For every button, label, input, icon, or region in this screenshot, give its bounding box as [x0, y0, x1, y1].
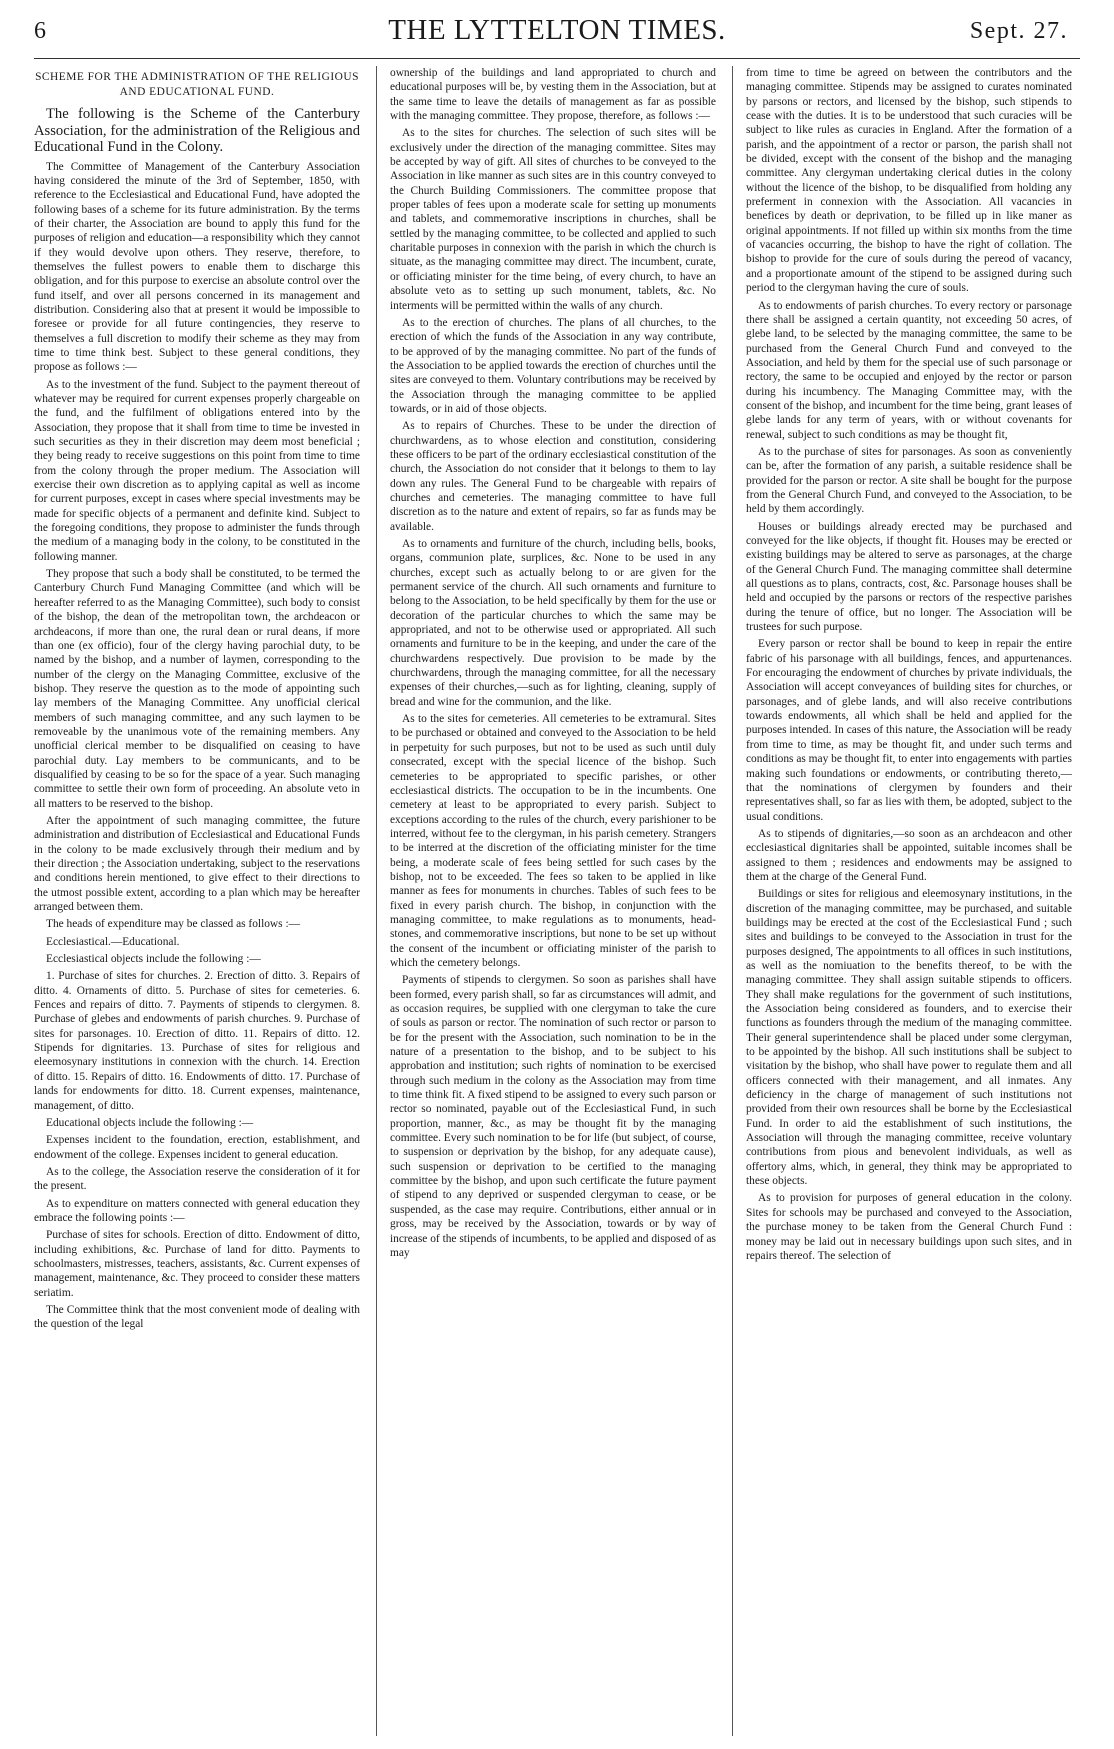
column-1 — [34, 66, 360, 1742]
page-number: 6 — [34, 18, 46, 44]
column-divider — [376, 66, 377, 1736]
paragraph: As to the sites for churches. The selection of such sites will be exclusively under the direction of the managing committee. Sites may be accepted by way of gift. All sites of churches to be conveyed to the Association in like manner as such sites are in this country conveyed to the Church Building Commissioners. The committee propose that proper tables of fees upon a moderate scale for setting up monuments and tablets, and commemorative inscriptions in churches, shall be settled by the managing committee, to be collected and applied to such charitable purposes in connexion with the parish in which the church is situate, as the managing committee may direct. The incumbent, curate, or officiating minister for the time being, of every church, to have an absolute veto as to setting up such monument, tablets, &c. No interments will be permitted within the walls of any church. — [390, 127, 716, 312]
paragraph: As to stipends of dignitaries,—so soon as an archdeacon and other ecclesiastical dignitaries shall be appointed, suitable incomes shall be assigned to them ; residences and endowments may be assigned to them at the charge of the General Fund. — [746, 827, 1072, 883]
header-rule — [34, 58, 1080, 59]
paragraph: ownership of the buildings and land appropriated to church and educational purposes will be, by vesting them in the Association, but at the same time to leave the details of management as far as possible with the managing committee. They propose, therefore, as follows :— — [390, 67, 716, 123]
paragraph: As to provision for purposes of general education in the colony. Sites for schools may be purchased and conveyed to the Association, the purchase money to be taken from the General Church Fund : money may be laid out in necessary buildings upon such sites, and in repairs thereof. The selection of — [746, 1192, 1072, 1262]
paragraph: As to repairs of Churches. These to be under the direction of churchwardens, as to whose election and constitution, considering these officers to be part of the ordinary ecclesiastical constitution of the church, the Association do not consider that it belongs to them to lay down any rules. The General Fund to be chargeable with repairs of churches and cemeteries. The managing committee to have full discretion as to the nature and extent of repairs, so far as funds may be available. — [390, 420, 716, 533]
column-2 — [390, 66, 716, 1742]
issue-date: Sept. 27. — [969, 18, 1068, 44]
paragraph: As to the erection of churches. The plans of all churches, to the erection of which the funds of the Association in any way contribute, to be approved of by the managing committee. No part of the funds of the Association to be applied towards the erection of churches until the sites are conveyed to them. Voluntary contributions may be received by the Association through the managing committee to be applied towards, or in aid of those objects. — [390, 316, 716, 415]
paragraph: Ecclesiastical objects include the following :— — [46, 953, 261, 966]
paragraph: Educational objects include the following :— — [46, 1116, 254, 1129]
paragraph: Buildings or sites for religious and eleemosynary institutions, in the discretion of the managing committee, may be purchased, and suitable buildings may be erected at the cost of the Ecclesiastical Fund ; such sites and buildings to be conveyed to the Association in trust for the purposes designed, The appointments to all offices in such institutions, as well as the nomiuation to the benefits thereof, to be with the managing committee. They shall assign suitable stipends to officers. They shall make regulations for the government of such institutions, the Association being considered as founders, and to exercise their functions as founders through the medium of the managing committee. Their general superintendence shall be placed under some clergyman, to be appointed by the bishop. All such institutions shall be subject to visitation by the bishop, who shall have power to regulate them and all officers connected with their management, and all inmates. Any deficiency in the charge of management of such institutions not provided from their own resources shall be borne by the Ecclesiastical Fund. In order to aid the establishment of such institutions, the Association will through the managing committee, receive voluntary contributions from pious and benevolent individuals, as well as offertory alms, which, in general, they think may be appropriated to these objects. — [746, 888, 1072, 1188]
paragraph: Houses or buildings already erected may be purchased and conveyed for the like objects, if thought fit. Houses may be erected or existing buildings may be altered to serve as parsonages, at the charge of the General Church Fund. The managing committee shall determine all questions as to plans, contracts, cost, &c. Parsonage houses shall be held and occupied by the parsons or rectors of the respective parishes during the tenure of office, but no longer. The Association will be trustees for such purpose. — [746, 520, 1072, 634]
paragraph: from time to time be agreed on between the contributors and the managing committee. Stipends may be assigned to curates nominated by parsons or rectors, and licensed by the bishop, such stipends to cease with the duties. It is to be understood that such curacies will be subject to like rules as curacies in England. After the formation of a parish, and the appointment of a rector or parson, the parish shall not be divided, except with the consent of the bishop and the managing committee. Any clergyman undertaking clerical duties in the colony without the licence of the bishop, to be disqualified from holding any preferment in connexion with the Association. All vacancies in benefices by death or deprivation, to be filled up in like maner as original appointments. If not filled up within six months from the time of vacancies occurring, the bishop to have the right of collation. The bishop to provide for the cure of souls during the pereod of vacancy, and a proportionate amount of the stipend to be assigned during such period to the clergyman having the cure of souls. — [746, 67, 1072, 295]
paragraph: Ecclesiastical.—Educational. — [46, 935, 180, 948]
column-divider — [732, 66, 733, 1736]
paragraph: As to endowments of parish churches. To every rectory or parsonage there shall be assigned a certain quantity, not exceeding 50 acres, of glebe land, to be selected by the managing committee, the same to be purchased from the General Church Fund and conveyed to the Association, and held by them for the special use of such parsonage or rectory, the same to be occupied and enjoyed by the rector or parson during his incumbency. The Managing Committee may, with the consent of the bishop, and incumbent for the time being, grant leases of glebe lands for any term of years, with or without covenants for renewal, subject to such conditions as may be thought fit, — [746, 299, 1072, 441]
page-header — [34, 14, 1080, 50]
article-title: SCHEME FOR THE ADMINISTRATION OF THE RELIGIOUS AND EDUCATIONAL FUND. — [35, 71, 359, 98]
paragraph: The Committee of Management of the Canterbury Association having considered the minute of the 3rd of September, 1850, with reference to the Ecclesiastical and Educational Fund, have adopted the following bases of a scheme for its future administration. By the terms of their charter, the Association are bound to apply this fund for the purposes of religion and education—a responsibility which they cannot if they would devolve upon others. They reserve, therefore, to themselves the fullest powers to enable them to discharge this obligation, and for this purpose to exercise an absolute control over the fund itself, and over all persons concerned in its management and distribution. Considering also that at present it would be impossible to foresee or provide for all future contingencies, they reserve to themselves a full discretion to modify their scheme as they may from time to time think best. Subject to these general conditions, they propose as follows :— — [34, 160, 360, 374]
paragraph: The Committee think that the most convenient mode of dealing with the question of the legal — [34, 1303, 360, 1331]
paragraph: 1. Purchase of sites for churches. 2. Erection of ditto. 3. Repairs of ditto. 4. Ornaments of ditto. 5. Purchase of sites for cemeteries. 6. Fences and repairs of ditto. 7. Payments of stipends to clergymen. 8. Purchase of glebes and endowments of parish churches. 9. Purchase of sites for parsonages. 10. Erection of ditto. 11. Repairs of ditto. 12. Stipends for dignitaries. 13. Purchase of sites for religious and eleemosynary institutions in connexion with the church. 14. Erection of ditto. 15. Repairs of ditto. 16. Endowments of ditto. 17. Purchase of lands for endowments for ditto. 18. Current expenses, maintenance, management, of ditto. — [34, 970, 360, 1112]
paragraph: As to ornaments and furniture of the church, including bells, books, organs, communion plate, surplices, &c. None to be used in any churches, except such as actually belong to or are given for the permanent service of the church. All such ornaments and furniture to belong to the Association, to be held specifically by them for the use or decoration of the particular churches to which the same may be appropriated, and not to be otherwise used or appropriated. All such ornaments and furniture to be in the keeping, and under the care of the churchwardens respectively. Due provision to be made by the churchwardens, through the managing committee, for all the necessary expenses of their churches,—such as for lighting, cleaning, supply of bread and wine for the communion, and the like. — [390, 538, 716, 708]
paragraph: As to the purchase of sites for parsonages. As soon as conveniently can be, after the formation of any parish, a suitable residence shall be provided for the parson or rector. A site shall be bought for the purpose from the General Church Fund, and conveyed to the Association, to be held by them accordingly. — [746, 445, 1072, 516]
paragraph: They propose that such a body shall be constituted, to be termed the Canterbury Church Fund Managing Committee (and which will be hereafter referred to as the Managing Committee), such body to consist of the bishop, the dean of the metropolitan town, the archdeacon or archdeacons, if more than one, the rural dean or rural deans, if more than one (ex officio), four of the clergy having parochial duty, to be named by the bishop, and a number of laymen, corresponding to the number of the clergy on the Managing Committee, exclusive of the bishop. They reserve the question as to the mode of appointing such lay members of the Managing Committee. Any unofficial clerical members of such managing committee, and any such laymen to be removeable by the unanimous vote of the remaining members. Any unofficial clerical member to be disqualified on ceasing to have parochial duty. Lay members to be communicants, and to be disqualified by ceasing to be so for the space of a year. Such managing committee to settle their own form of proceeding. An absolute veto in all matters to be reserved to the bishop. — [34, 568, 360, 810]
paragraph: As to expenditure on matters connected with general education they embrace the following points :— — [34, 1197, 360, 1224]
paragraph: As to the college, the Association reserve the consideration of it for the present. — [34, 1165, 360, 1193]
paragraph: After the appointment of such managing committee, the future administration and distribution of Ecclesiastical and Educational Funds in the colony to be made exclusively through their medium and by their direction ; the Association undertaking, subject to the reservations and conditions herein mentioned, to give effect to their directions to the utmost possible extent, according to a plan which may be hereafter arranged between them. — [34, 814, 360, 914]
paragraph: As to the sites for cemeteries. All cemeteries to be extramural. Sites to be purchased or obtained and conveyed to the Association to be held in perpetuity for such purposes, but not to be used as such until duly consecrated, except with the special licence of the bishop. Such cemeteries to be appropriated to specific parishes, or other ecclesiastical districts. The occupation to be in the incumbents. One cemetery at least to be appropriated to every parish. Subject to exceptions according to the rules of the church, every parishioner to be interred, without fee to the clergyman, in his parish cemetery. Strangers to be interred at the discretion of the officiating minister for the time being, a moderate scale of fees being settled for such cases by the bishop, not to be exceeded. The fees so taken to be applied in like manner as fees for monuments in churches. Tables of such fees to be fixed in every parish church. The bishop, in conjunction with the managing committee, to make regulations as to monuments, head-stones, and commemorative inscriptions, but none to be set up without the consent of the incumbent or officiating minister of the parish to which the cemetery belongs. — [390, 713, 716, 969]
paragraph: Purchase of sites for schools. Erection of ditto. Endowment of ditto, including exhibitions, &c. Purchase of land for ditto. Payments to schoolmasters, mistresses, teachers, assistants, &c. Current expenses of management, maintenance, &c. They proceed to consider these matters seriatim. — [34, 1229, 360, 1299]
column-3 — [746, 66, 1072, 1742]
paragraph: The heads of expenditure may be classed as follows :— — [46, 918, 300, 931]
paragraph: Payments of stipends to clergymen. So soon as parishes shall have been formed, every parish shall, so far as circumstances will admit, and as occasion requires, be supplied with one clergyman to take the cure of souls as parson or rector. The nomination of such rector or parson to be for the present with the Association, such nomination to be in the nature of a presentation to the bishop, and to be subject to his approbation and institution; such rights of nomination to be exercised through such medium in the colony as the Association may from time to time think fit. A fixed stipend to be assigned to every such parson or rector so nominated, payable out of the Ecclesiastical Fund, in such proportion, manner, &c., as may be thought fit by the managing committee. Every such nomination to be for life (but subject, of course, to suspension or deprivation by the bishop, for any adequate cause), such suspension or deprivation to be certified to the managing committee by the bishop, and upon such certificate the future payment of stipend to any deprived or suspended clergyman to cease, or be suspended, as the case may require. Contributions, either annual or in gross, may be received by the Association, towards or by way of increase of the stipends of incumbents, to be applied and disposed of as may — [390, 974, 716, 1259]
paragraph: The following is the Scheme of the Canterbury Association, for the administration of the Religious and Educational Fund in the Colony. — [34, 106, 360, 155]
masthead: THE LYTTELTON TIMES. — [388, 14, 726, 46]
paragraph: Expenses incident to the foundation, erection, establishment, and endowment of the college. Expenses incident to general education. — [34, 1134, 360, 1161]
paragraph: Every parson or rector shall be bound to keep in repair the entire fabric of his parsonage with all buildings, fences, and appurtenances. For encouraging the endowment of churches by private individuals, the Association will accept conveyances of building sites for churches, or parsonages, and of glebe lands, and will also receive contributions towards endowments, all which shall be held and applied for the purposes intended. In cases of this nature, the Association will be ready from time to time, as may be thought fit, and under such terms and conditions as may be thought fit, to enter into engagements with parties making such foundations or endowments, or contributing thereto,—that the nominations of clergymen by founders and their representatives shall, so far as lies with them, be adopted, subject to the usual conditions. — [746, 638, 1072, 823]
paragraph: As to the investment of the fund. Subject to the payment thereout of whatever may be required for current expenses properly chargeable on the fund, and the fulfilment of obligations entered into by the Association, they propose that it shall from time to time be invested in such securities as they in their discretion may deem most beneficial ; they being ready to receive suggestions on this point from time to time from the colony through the proper medium. The Association will exercise their own discretion as to applying capital as well as income for current purposes, except in cases where special investments may be made for specific objects of a permanent and definite kind. Subject to the foregoing conditions, they propose to administer the funds through the medium of a managing body in the colony, to be constituted in the following manner. — [34, 378, 360, 563]
